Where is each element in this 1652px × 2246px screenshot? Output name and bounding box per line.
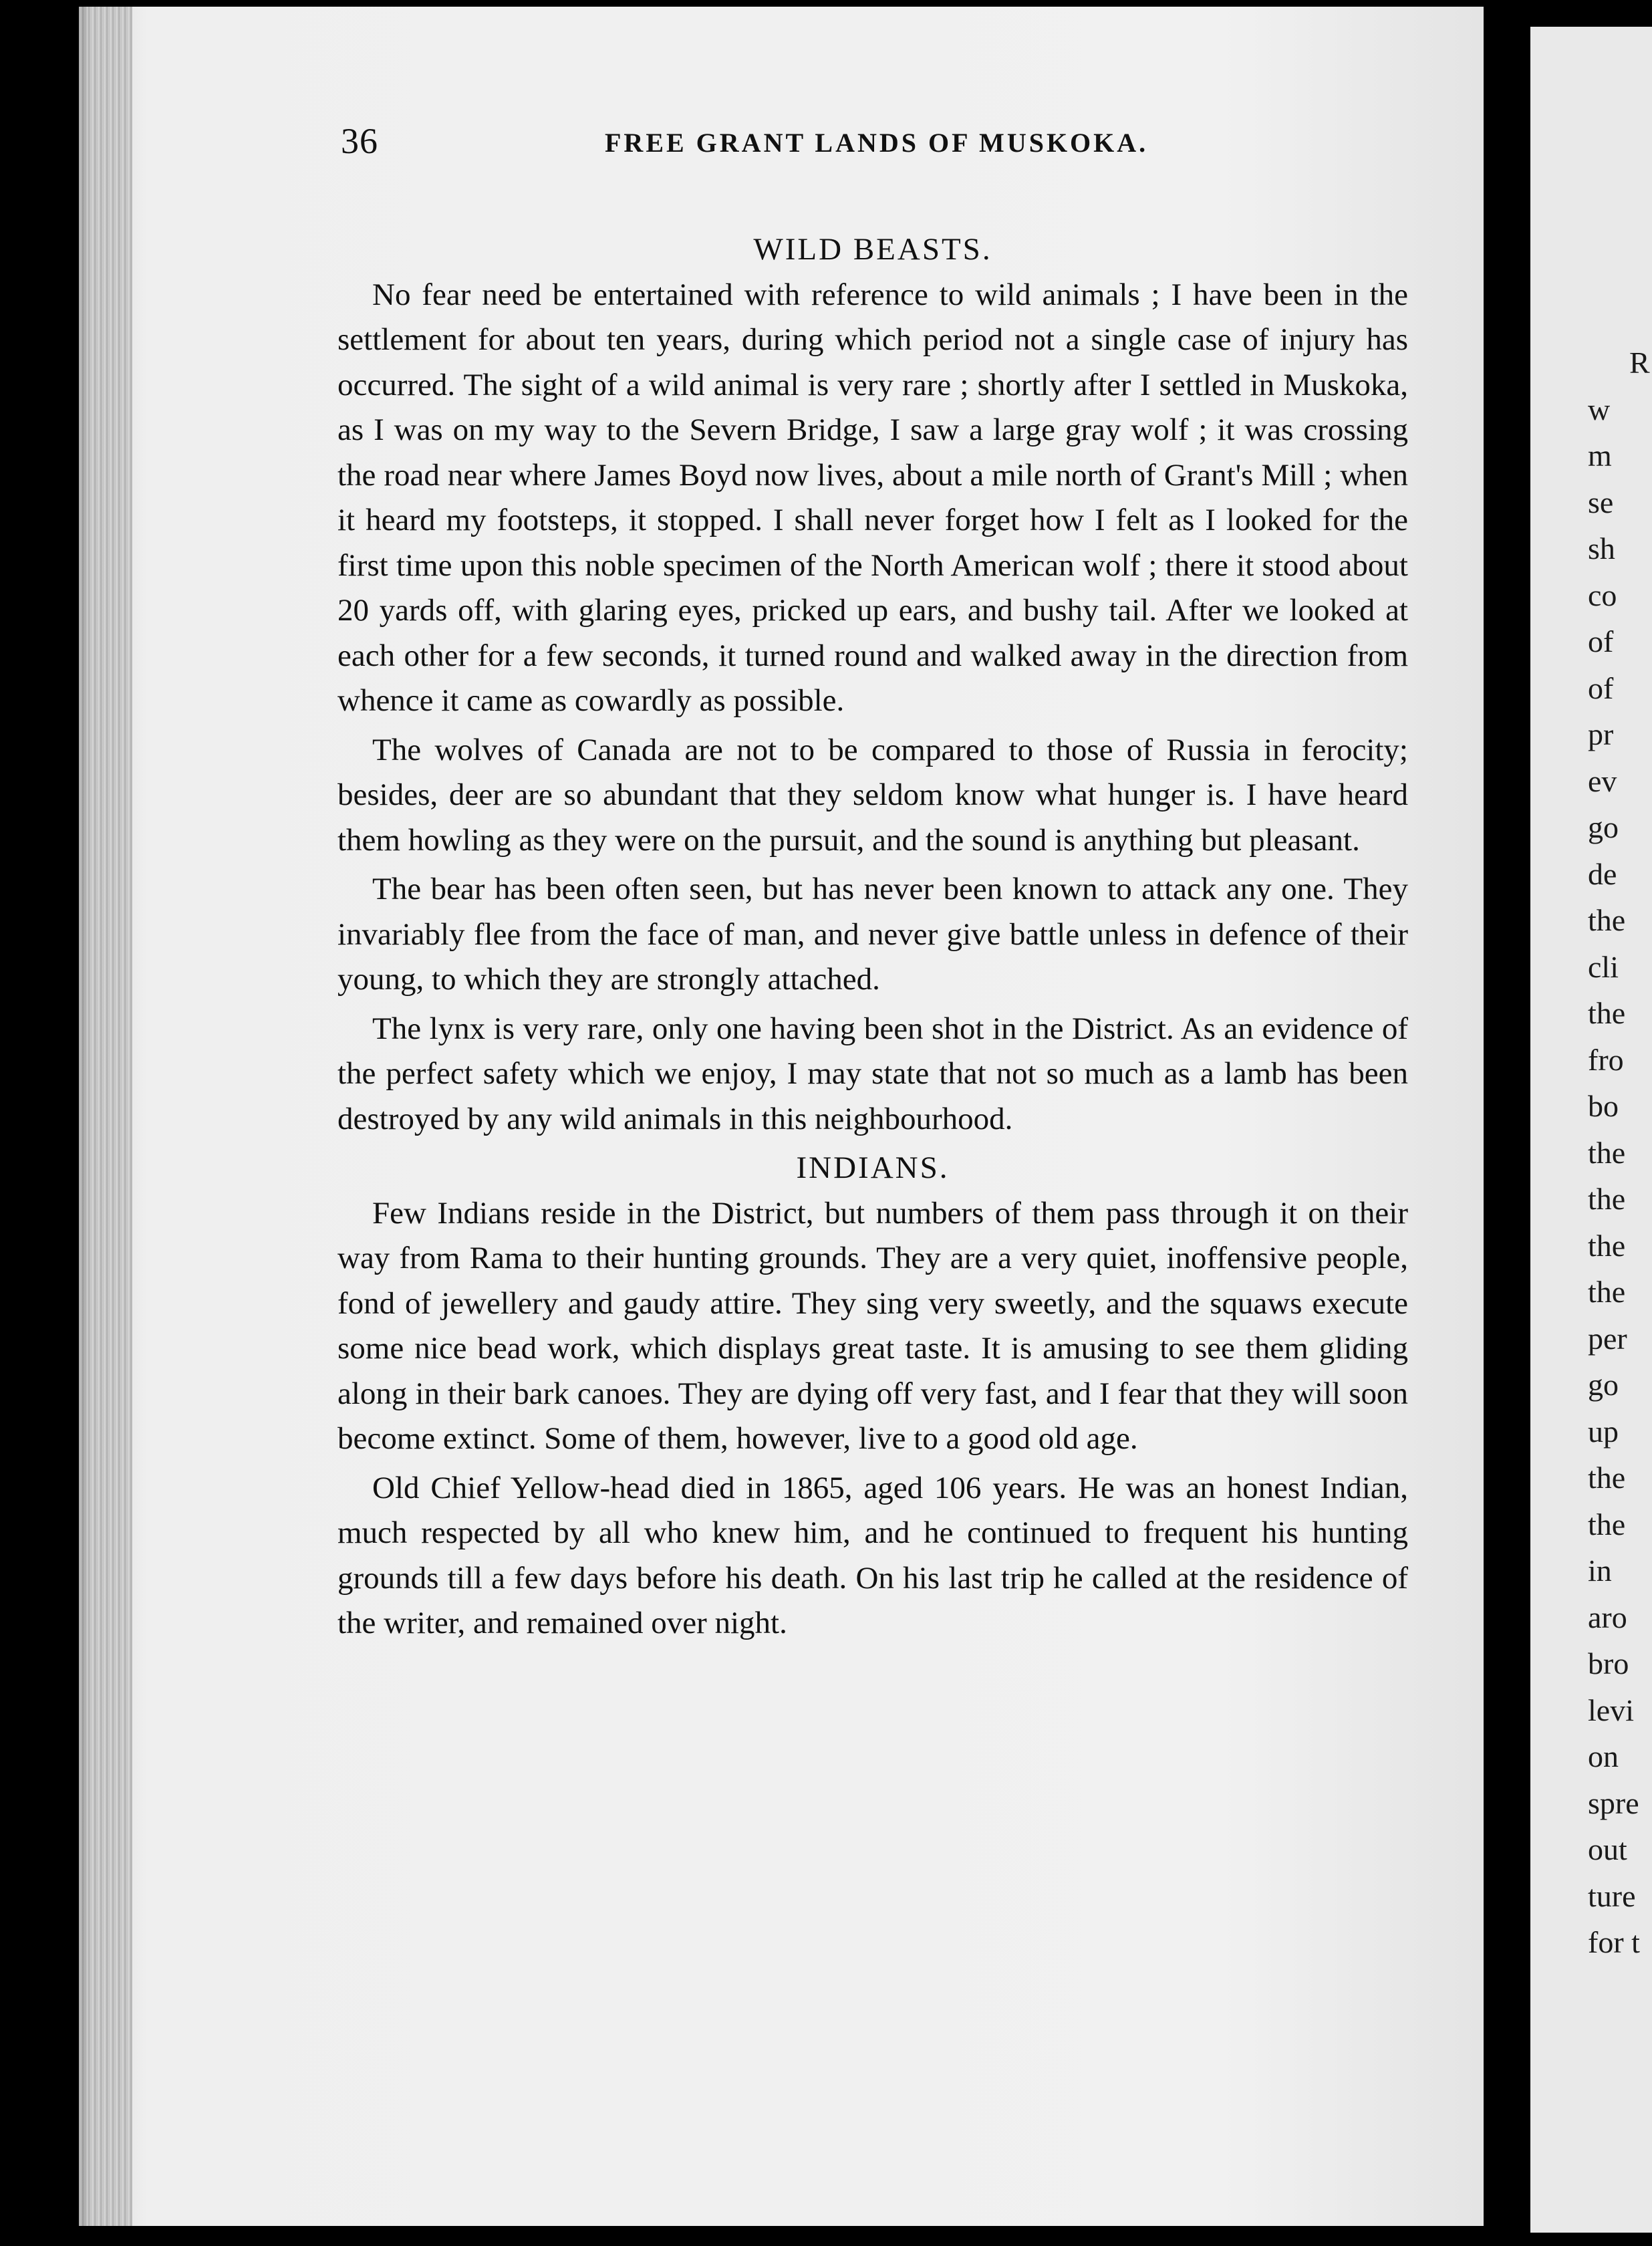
- facing-page-fragment: out: [1588, 1832, 1627, 1866]
- facing-page-fragment: up: [1588, 1414, 1619, 1449]
- facing-page-fragment: for t: [1588, 1925, 1640, 1959]
- facing-page-fragment: de: [1588, 856, 1617, 891]
- facing-page-fragment: per: [1588, 1321, 1627, 1356]
- facing-page-fragment: fro: [1588, 1042, 1624, 1077]
- facing-page-fragment: of: [1588, 624, 1614, 658]
- facing-page-fragment: the: [1588, 1507, 1626, 1541]
- facing-page-fragment: cli: [1588, 949, 1619, 984]
- facing-page-fragment: w: [1588, 392, 1611, 426]
- facing-page-fragment: sh: [1588, 531, 1615, 566]
- facing-page-fragment: bro: [1588, 1646, 1629, 1680]
- facing-page-fragment: ev: [1588, 763, 1617, 798]
- running-header: [341, 120, 1490, 167]
- facing-page-fragment: co: [1588, 578, 1617, 612]
- facing-page-fragment: ture: [1588, 1878, 1636, 1913]
- facing-page-fragment: the: [1588, 1182, 1626, 1216]
- facing-page-fragment: spre: [1588, 1785, 1639, 1820]
- section-heading-wild-beasts: WILD BEASTS.: [753, 232, 992, 267]
- page-stack-edge: [79, 7, 132, 2226]
- paragraph: The wolves of Canada are not to be compared to those of Russia in ferocity; besides, deer are so abundant that they seldom know what hunger is. I have heard them howling as they were on the pursuit, and the sound is anything but pleasant.: [337, 732, 1408, 858]
- facing-page-fragment: levi: [1588, 1693, 1634, 1727]
- facing-page-fragment: se: [1588, 485, 1614, 519]
- facing-page-fragment: bo: [1588, 1089, 1619, 1123]
- facing-page-fragment: the: [1588, 996, 1626, 1030]
- facing-page-fragment: the: [1588, 1228, 1626, 1263]
- facing-page-edge: [1530, 27, 1652, 2233]
- facing-page-fragment: the: [1588, 1461, 1626, 1495]
- body-text: [337, 227, 1408, 1650]
- book-gutter: [1484, 0, 1530, 2246]
- section-heading-indians: INDIANS.: [796, 1150, 950, 1185]
- facing-page-fragment: in: [1588, 1553, 1612, 1588]
- facing-page-fragment: the: [1588, 903, 1626, 937]
- facing-page-fragment: go: [1588, 810, 1619, 844]
- facing-page-fragment: the: [1588, 1135, 1626, 1170]
- page-number: 36: [341, 121, 378, 161]
- facing-page-fragment: on: [1588, 1739, 1619, 1773]
- paragraph: Few Indians reside in the District, but numbers of them pass through it on their way from Rama to their hunting grounds. They are a very quiet, inoffensive people, fond of jewellery and gaudy attire. They sing very sweetly, and the squaws execute some nice bead work, which displays great taste. It is amusing to see them gliding along in their bark canoes. They are dying off very fast, and I fear that they will soon become extinct. Some of them, however, live to a good old age.: [337, 1195, 1408, 1456]
- facing-page-fragment: aro: [1588, 1600, 1627, 1634]
- facing-page-fragment: of: [1588, 670, 1614, 705]
- facing-page-fragment: go: [1588, 1368, 1619, 1402]
- paragraph: No fear need be entertained with reference to wild animals ; I have been in the settlement for about ten years, during which period not a single case of injury has occurred. The sight of a wild animal is very rare ; shortly after I settled in Muskoka, as I was on my way to the Severn Bridge, I saw a large gray wolf ; it was crossing the road near where James Boyd now lives, about a mile north of Grant's Mill ; when it heard my footsteps, it stopped. I shall never forget how I felt as I looked for the first time upon this noble specimen of the North American wolf ; there it stood about 20 yards off, with glaring eyes, pricked up ears, and bushy tail. After we looked at each other for a few seconds, it turned round and walked away in the direction from whence it came as cowardly as possible.: [337, 277, 1408, 718]
- facing-page-fragment: R: [1629, 346, 1650, 380]
- paragraph: Old Chief Yellow-head died in 1865, aged 106 years. He was an honest Indian, much respected by all who knew him, and he continued to frequent his hunting grounds till a few days before his death. On his last trip he called at the residence of the writer, and remained over night.: [337, 1470, 1408, 1640]
- paragraph: The bear has been often seen, but has never been known to attack any one. They invariably flee from the face of man, and never give battle unless in defence of their young, to which they are strongly attached.: [337, 872, 1408, 997]
- paragraph: The lynx is very rare, only one having been shot in the District. As an evidence of the perfect safety which we enjoy, I may state that not so much as a lamb has been destroyed by any wild animals in this neighbourhood.: [337, 1011, 1408, 1136]
- facing-page-fragment: the: [1588, 1275, 1626, 1309]
- running-title: FREE GRANT LANDS OF MUSKOKA.: [605, 128, 1149, 158]
- facing-page-fragment: m: [1588, 439, 1612, 473]
- facing-page-fragment: pr: [1588, 717, 1614, 751]
